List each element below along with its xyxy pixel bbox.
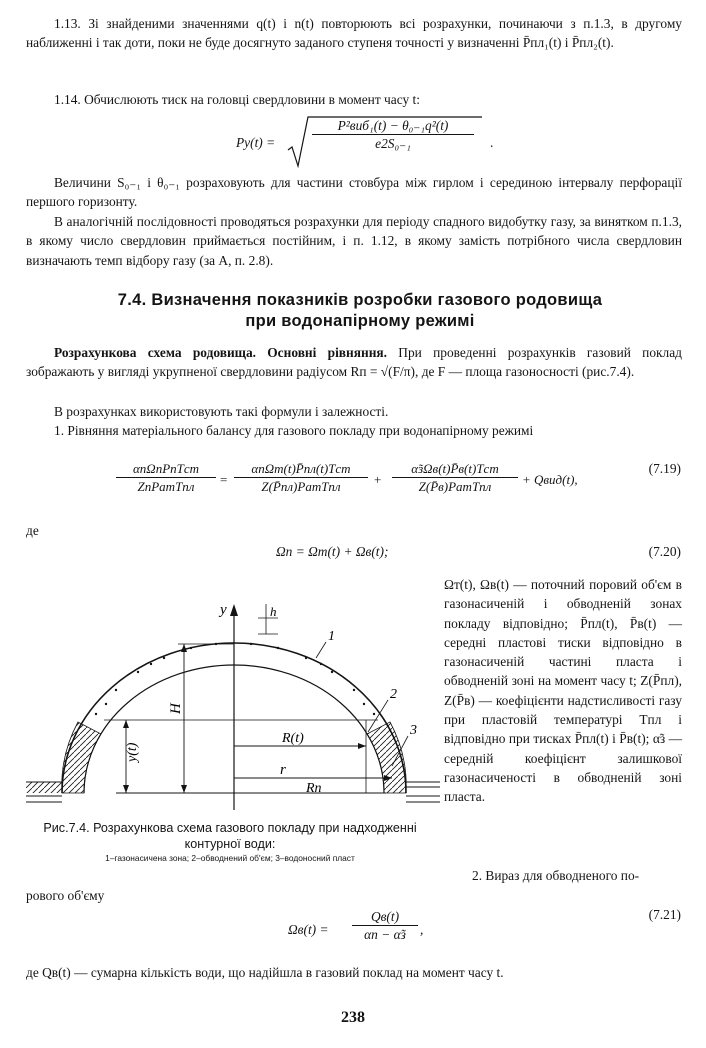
eq719-tail: + Qвид(t),	[522, 472, 578, 487]
equation-number-7-21: (7.21)	[648, 907, 681, 922]
label-Rn: Rп	[306, 781, 322, 796]
eq719-term2-den: Z(P̄пл)PатTпл	[261, 479, 341, 494]
eq719-term1	[116, 462, 216, 493]
heading-line-2: при водонапірному режимі	[245, 312, 475, 330]
scheme-text: При проведенні розрахунків газовий поклад зображають у вигляді укрупненої свердловини радіусом Rп = √(F/π), де F — площа газоносності (рис.7.4).	[26, 345, 682, 380]
equation-7-19	[116, 460, 596, 510]
eq719-plus: +	[374, 472, 382, 487]
gas-zone-dots	[95, 643, 375, 715]
formula-denominator: e2S₀₋₁	[375, 136, 411, 152]
formula-fraction	[312, 119, 474, 151]
eq719-term3-den: Z(P̄в)PатTпл	[418, 479, 492, 494]
paragraph-formulas: В розрахунках використовують такі формули і залежності.	[54, 404, 389, 419]
section-heading	[60, 290, 660, 332]
equation-number-7-19: (7.19)	[648, 461, 681, 476]
formula-lhs: Pу(t) =	[236, 135, 276, 150]
page-number: 238	[341, 1009, 365, 1026]
scheme-bold-lead: Розрахункова схема родовища. Основні рівняння.	[54, 345, 388, 360]
eq719-term2-num: αпΩт(t)P̄пл(t)Tст	[234, 462, 368, 478]
paragraph-last: де Qв(t) — сумарна кількість води, що надійшла в газовий поклад на момент часу t.	[26, 965, 504, 980]
page: 1.13. Зі знайденими значеннями q(t) і n(t) повторюють всі розрахунки, починаючи з п.1.3, в другому наближенні і так доти, поки не буде досягнуто заданого ступеня точності у визначенні P̄пл₁(t) і P̄пл₂(t). 1.14. Обчислюють тиск на головці свердловини в момент часу t: Pу(t) = P²виб₁(t) − θ₀₋₁q²(t) e2S₀₋₁ . Величини S₀₋₁ і θ₀₋₁ розраховують для частини стовбура між гирлом і серединою інтервалу перфорації першого горизонту. В аналогічній послідовності проводяться розрахунки для періоду спадного видобутку газу, за винятком п.1.3, в якому число свердловин приймається постійним, і п. 1.12, в якому замість потрібного числа свердловин визначають темп відбору газу (за A, п. 2.8). 7.4. Визначення показників розробки газового родовища при водонапірному режимі Розрахункова схема родовища. Основні рівняння. При проведенні розрахунків газовий поклад зображають у вигляді укрупненої свердловини радіусом Rп = √(F/π), де F — площа газоносності (рис.7.4). В розрахунках використовують такі формули і залежності. 1. Рівняння матеріального балансу для газового покладу при водонапірному режимі αпΩпPпTст ZпPатTпл = αпΩт(t)P̄пл(t)Tст Z(P̄пл)PатTпл + α̃зΩв(t)P̄в(t)Tст Z(P̄в)PатTпл + Qвид(t), (7.19) де Ωп = Ωт(t) + Ωв(t); (7.20) y h H y(t) R(t) r Rп 1 2 3 Рис.7.4. Розрахункова схема газового покладу при надходженні контурної води: 1–газонасичена зона; 2–обводнений об'єм; 3–водоносний пласт Ωт(t), Ωв(t) — поточний поровий об'єм в газонасиченій і обводненій зонах покладу відповідно; P̄пл(t), P̄в(t) — середні пластові тиски відповідно в газонасиченій частині пласта і обводненій зоні на момент часу t; Z(P̄пл), Z(P̄в) — коефіцієнти надстисливості газу при пластовій температурі Tпл і відповідно при тисках P̄пл(t) і P̄в(t); α̃з — середній коефіцієнт залишкової газонасиченості в обводненій зоні пласта. 2. Вираз для обводненого по- рового об'єму Ωв(t) = Qв(t) αп − α̃з , (7.21) де Qв(t) — сумарна кількість води, що надійшла в газовий поклад на момент часу t. 238	[0, 0, 706, 1048]
figure-caption	[26, 820, 434, 864]
label-y: y	[220, 602, 227, 618]
eq721-fraction	[352, 910, 418, 942]
label-H: H	[168, 703, 184, 714]
right-column-item-2: 2. Вираз для обводненого по-	[472, 868, 640, 883]
label-1: 1	[328, 629, 335, 644]
eq719-term1-den: ZпPатTпл	[137, 479, 195, 494]
caption-main: Рис.7.4. Розрахункова схема газового покладу при надходженні контурної води:	[43, 821, 417, 851]
label-yt: y(t)	[125, 742, 140, 762]
eq719-term1-num: αпΩпPпTст	[116, 462, 216, 478]
figure-7-4	[26, 596, 440, 816]
aquifer-left-fill	[26, 782, 62, 793]
y-axis-arrow	[230, 604, 238, 616]
paragraph-item-1: 1. Рівняння матеріального балансу для газового покладу при водонапірному режимі	[54, 423, 534, 438]
heading-line-1: 7.4. Визначення показників розробки газового родовища	[117, 291, 603, 309]
eq719-term3-num: α̃зΩв(t)P̄в(t)Tст	[392, 462, 518, 478]
text-porovogo: рового об'єму	[26, 888, 105, 903]
label-2: 2	[390, 687, 397, 702]
eq719-term2	[234, 462, 368, 493]
label-r: r	[280, 762, 286, 778]
label-h: h	[270, 604, 277, 619]
paragraph-analog: В аналогічній послідовності проводяться розрахунки для періоду спадного видобутку газу, за винятком п.1.3, в якому число свердловин приймається постійним, і п. 1.12, в якому замість потрібного числа свердловин визначають темп відбору газу (за A, п. 2.8).	[26, 214, 682, 268]
word-de-1: де	[26, 523, 39, 538]
watered-zone-left	[62, 722, 101, 793]
label-Rt: R(t)	[282, 731, 304, 746]
eq719-equals: =	[220, 472, 228, 487]
formula-numerator: P²виб₁(t) − θ₀₋₁q²(t)	[312, 119, 474, 135]
label-3: 3	[410, 723, 417, 738]
eq721-comma: ,	[420, 922, 424, 937]
eq721-den: αп − α̃з	[364, 927, 406, 943]
right-column-text: Ωт(t), Ωв(t) — поточний поровий об'єм в газонасиченій і обводненій зонах покладу відповідно; P̄пл(t), P̄в(t) — середні пластові тиски відповідно в газонасиченій частині пласта і обводненій зоні на момент часу t; Z(P̄пл), Z(P̄в) — коефіцієнти надстисливості газу при пластовій температурі Tпл і відповідно при тисках P̄пл(t) і P̄в(t); α̃з — середній коефіцієнт залишкової газонасиченості в обводненій зоні пласта.	[444, 577, 682, 805]
caption-sub: 1–газонасичена зона; 2–обводнений об'єм; 3–водоносний пласт	[105, 853, 355, 863]
equation-number-7-20: (7.20)	[648, 544, 681, 559]
paragraph-1-14: 1.14. Обчислюють тиск на головці свердловини в момент часу t:	[54, 92, 420, 107]
eq719-term3	[392, 462, 518, 493]
watered-zone-right	[367, 722, 406, 793]
eq721-lhs: Ωв(t) =	[288, 922, 329, 937]
eq721-num: Qв(t)	[352, 910, 418, 926]
equation-7-20: Ωп = Ωт(t) + Ωв(t);	[276, 544, 389, 559]
equation-7-21	[288, 910, 448, 956]
paragraph-1-13: 1.13. Зі знайденими значеннями q(t) і n(t) повторюють всі розрахунки, починаючи з п.1.3, в другому наближенні і так доти, поки не буде досягнуто заданого ступеня точності у визначенні P̄пл₁(t) і P̄пл₂(t).	[26, 16, 682, 51]
paragraph-scheme	[26, 343, 682, 382]
paragraph-values: Величини S₀₋₁ і θ₀₋₁ розраховують для частини стовбура між гирлом і серединою інтервалу перфорації першого горизонту.	[26, 175, 682, 210]
